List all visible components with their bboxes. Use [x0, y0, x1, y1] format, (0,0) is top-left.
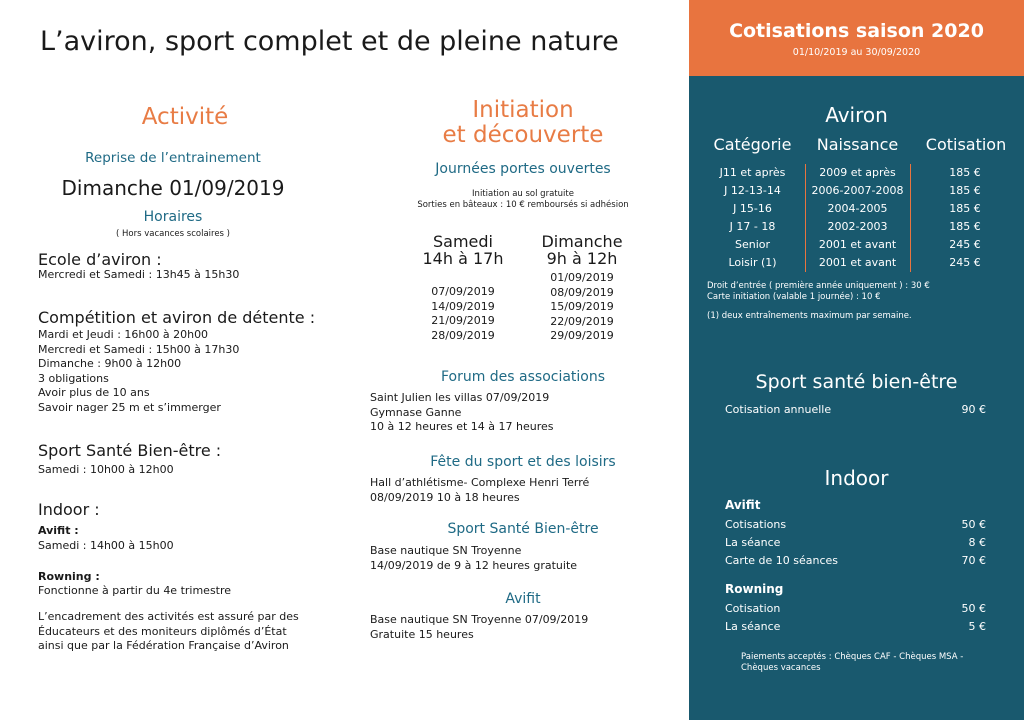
row-naissance: 2002-2003 [827, 220, 888, 233]
price-row [725, 552, 986, 570]
dimanche-date: 08/09/2019 [550, 285, 614, 299]
event-line: Gymnase Ganne [370, 405, 462, 419]
samedi-date: 28/09/2019 [431, 328, 495, 342]
row-naissance: 2001 et avant [818, 256, 897, 269]
ecole-line: Mercredi et Samedi : 13h45 à 15h30 [38, 268, 240, 281]
initiation-heading-line2: et découverte [442, 122, 604, 148]
carte-line: Carte initiation (valable 1 journée) : 10 € [707, 292, 881, 302]
samedi-date: 07/09/2019 [431, 285, 495, 298]
droit-line: Droit d’entrée ( première année uniquement ) : 30 € [707, 281, 930, 291]
portes-ouvertes-label: Journées portes ouvertes [435, 161, 611, 177]
row-categorie: Loisir (1) [728, 256, 777, 269]
dimanche-date: 15/09/2019 [550, 300, 614, 313]
activite-heading: Activité [141, 104, 229, 130]
sante-line: Samedi : 10h00 à 12h00 [38, 463, 174, 476]
competition-lines [38, 328, 239, 415]
row-cotisation: 185 € [949, 220, 981, 233]
ecole-lines [38, 268, 239, 283]
row-categorie: J 12-13-14 [724, 184, 781, 197]
event-lines [370, 613, 588, 642]
samedi-dates [408, 285, 518, 343]
indoor-title: Indoor : [38, 500, 100, 519]
event-line: Saint Julien les villas 07/09/2019 [370, 391, 550, 404]
event-title: Avifit [505, 591, 541, 607]
row-categorie: Senior [734, 238, 771, 251]
price-label: La séance [725, 536, 781, 549]
ecole-title: Ecole d’aviron : [38, 250, 162, 269]
row-cotisation: 185 € [949, 166, 981, 179]
event-line: Base nautique SN Troyenne 07/09/2019 [370, 613, 589, 626]
price-label: La séance [725, 620, 781, 633]
row-naissance: 2001 et avant [818, 238, 897, 251]
cotisations-period: 01/10/2019 au 30/09/2020 [792, 47, 921, 58]
paiements-line: Chèques vacances [741, 663, 821, 673]
col-categorie: Catégorie [713, 135, 792, 154]
event-line: Hall d’athlétisme- Complexe Henri Terré [370, 476, 590, 489]
dimanche-date: 29/09/2019 [550, 329, 614, 342]
event-line: 14/09/2019 de 9 à 12 heures gratuite [370, 558, 578, 572]
samedi-hours: 14h à 17h [422, 249, 504, 268]
initiation-note-line: Sorties en bâteaux : 10 € remboursés si adhésion [417, 200, 629, 210]
event-title: Fête du sport et des loisirs [430, 454, 616, 470]
footnote: (1) deux entraînements maximum par semaine. [707, 311, 912, 321]
price-label: Cotisations [725, 518, 787, 531]
row-naissance: 2006-2007-2008 [811, 184, 904, 197]
competition-line: Dimanche : 9h00 à 12h00 [38, 357, 182, 370]
encadrement-line: ainsi que par la Fédération Française d’Aviron [38, 639, 289, 652]
encadrement-line: L’encadrement des activités est assuré par des [38, 610, 299, 623]
aviron-row [700, 236, 1020, 254]
price-row [725, 600, 986, 618]
event-lines [370, 476, 589, 505]
reprise-label: Reprise de l’entrainement [85, 150, 261, 166]
encadrement-text [38, 610, 299, 654]
paiements-line: Paiements acceptés : Chèques CAF - Chèques MSA - [741, 652, 964, 662]
price-row [725, 516, 986, 534]
price-value: 8 € [968, 536, 986, 549]
price-label: Carte de 10 séances [725, 554, 839, 567]
indoor-heading: Indoor [824, 466, 889, 490]
event-title: Forum des associations [440, 369, 606, 385]
sante-price: 90 € [961, 403, 986, 416]
dimanche-date: 01/09/2019 [550, 271, 614, 284]
aviron-heading: Aviron [825, 103, 888, 127]
event-line: 10 à 12 heures et 14 à 17 heures [370, 420, 554, 433]
dimanche-hours: 9h à 12h [546, 249, 618, 268]
price-label: Cotisation [725, 602, 781, 615]
row-naissance: 2009 et après [819, 166, 896, 179]
competition-line: Mardi et Jeudi : 16h00 à 20h00 [38, 328, 209, 341]
reprise-date: Dimanche 01/09/2019 [61, 176, 285, 200]
hors-vacances-note: ( Hors vacances scolaires ) [116, 229, 230, 239]
sante-lines [38, 463, 174, 478]
aviron-row [700, 200, 1020, 218]
col-naissance: Naissance [816, 135, 899, 154]
dimanche-dates [527, 271, 637, 344]
sante-label: Cotisation annuelle [725, 403, 832, 416]
avifit-line: Samedi : 14h00 à 15h00 [38, 539, 174, 552]
event-line: Gratuite 15 heures [370, 627, 474, 641]
avifit-label: Avifit : [38, 524, 79, 537]
initiation-note [378, 189, 668, 211]
row-cotisation: 245 € [949, 238, 981, 251]
samedi-date: 21/09/2019 [431, 314, 495, 327]
dimanche-header [527, 233, 637, 267]
samedi-date: 14/09/2019 [431, 299, 495, 313]
droit-entree-note [707, 281, 930, 303]
page-title: L’aviron, sport complet et de pleine nature [40, 26, 619, 57]
rowning-line: Fonctionne à partir du 4e trimestre [38, 584, 232, 597]
rowning-prices [725, 600, 986, 636]
event-line: Base nautique SN Troyenne [370, 544, 522, 557]
row-naissance: 2004-2005 [827, 202, 888, 215]
aviron-row [700, 182, 1020, 200]
avifit-prices [725, 516, 986, 570]
rowning-label: Rowning : [38, 570, 100, 583]
row-categorie: J 15-16 [733, 202, 772, 215]
row-cotisation: 185 € [949, 202, 981, 215]
encadrement-line: Éducateurs et des moniteurs diplômés d’État [38, 624, 287, 638]
row-cotisation: 245 € [949, 256, 981, 269]
competition-line: Avoir plus de 10 ans [38, 386, 150, 399]
event-line: 08/09/2019 10 à 18 heures [370, 490, 520, 504]
competition-title: Compétition et aviron de détente : [38, 308, 316, 327]
initiation-heading-line1: Initiation [472, 97, 574, 123]
price-value: 50 € [961, 602, 986, 615]
col-cotisation: Cotisation [925, 135, 1007, 154]
price-row [725, 618, 986, 636]
avifit-heading: Avifit [725, 498, 761, 512]
row-categorie: J 17 - 18 [729, 220, 776, 233]
samedi-header [408, 233, 518, 267]
row-categorie: J11 et après [719, 166, 786, 179]
cotisations-title: Cotisations saison 2020 [729, 20, 984, 42]
sante-heading: Sport santé bien-être [755, 371, 958, 393]
price-value: 50 € [961, 518, 986, 531]
event-lines [370, 391, 554, 435]
price-row [725, 534, 986, 552]
aviron-row [700, 254, 1020, 272]
horaires-label: Horaires [143, 209, 203, 225]
aviron-row [700, 218, 1020, 236]
dimanche-date: 22/09/2019 [550, 314, 614, 328]
aviron-row [700, 164, 1020, 182]
price-value: 5 € [968, 620, 986, 633]
initiation-note-line: Initiation au sol gratuite [472, 189, 574, 199]
paiements-note [741, 652, 963, 674]
competition-line: 3 obligations [38, 371, 109, 385]
event-lines [370, 544, 577, 573]
rowning-heading: Rowning [725, 582, 784, 596]
event-title: Sport Santé Bien-être [447, 521, 599, 537]
price-value: 70 € [961, 554, 986, 567]
initiation-heading [398, 98, 648, 148]
aviron-table [700, 164, 1020, 272]
dimanche-title: Dimanche [541, 232, 623, 251]
row-cotisation: 185 € [949, 184, 981, 197]
samedi-title: Samedi [433, 232, 493, 251]
competition-line: Savoir nager 25 m et s’immerger [38, 400, 221, 414]
competition-line: Mercredi et Samedi : 15h00 à 17h30 [38, 342, 240, 356]
sante-title: Sport Santé Bien-être : [38, 441, 222, 460]
